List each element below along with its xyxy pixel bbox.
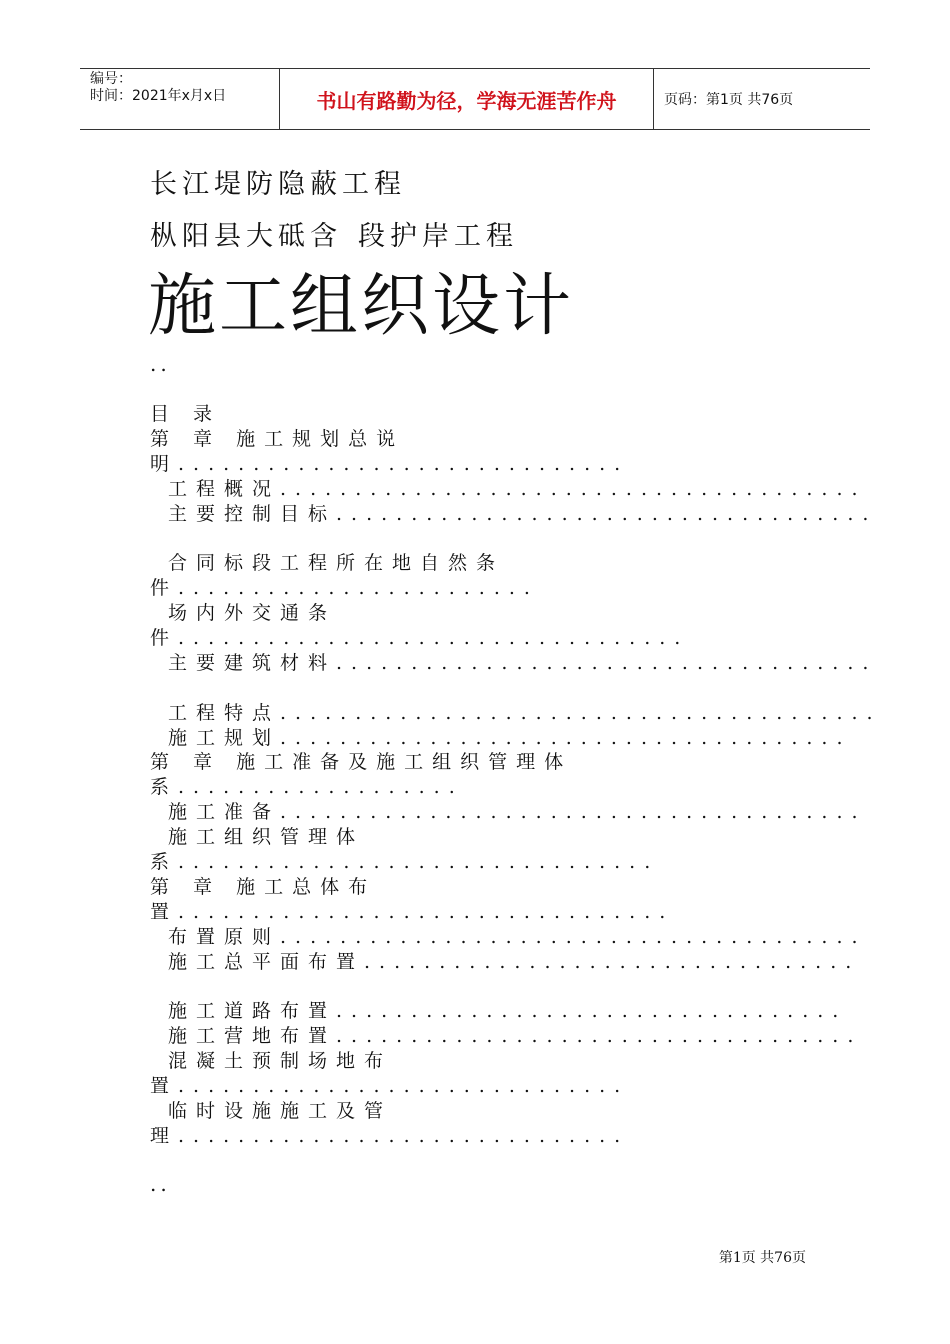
time-label: 时间：2021年x月x日 (90, 88, 227, 104)
dots-top: .. (150, 352, 171, 376)
toc-line: 第 章 施工规划总说 (150, 427, 405, 450)
toc-line: 布置原则....................................... (168, 925, 867, 948)
toc-line: 施工道路布置.................................. (168, 1000, 848, 1023)
toc-line: 施工总平面布置................................. (168, 950, 861, 973)
title-line-2 (150, 214, 518, 253)
toc-line: 第 章 施工总体布 (150, 875, 377, 898)
toc-line: 件........................ (150, 577, 539, 600)
title-line-2-part-a: 枞阳县大砥含 (150, 221, 342, 252)
header-table (80, 68, 870, 130)
number-label: 编号： (90, 71, 132, 87)
title-line-1: 长江堤防隐蔽工程 (150, 169, 406, 200)
toc-line: 置................................. (150, 900, 675, 923)
toc-line: 主要建筑材料.................................... (168, 651, 878, 674)
toc-line (150, 676, 850, 701)
toc-line: 施工营地布置................................... (168, 1025, 863, 1048)
header-page-info: 页码：第1页 共76页 (664, 92, 794, 108)
toc-line (150, 974, 850, 999)
page-footer: 第1页 共76页 (718, 1250, 806, 1266)
main-title: 施工组织设计 (148, 267, 575, 346)
toc-line: 工程概况....................................... (168, 477, 867, 500)
toc-line: 主要控制目标.................................... (168, 502, 878, 525)
toc-line: 件.................................. (150, 627, 690, 650)
toc-line: 置.............................. (150, 1075, 630, 1098)
header-motto: 书山有路勤为径，学海无涯苦作舟 (280, 69, 654, 129)
toc-line: 工程特点........................................ (168, 701, 882, 724)
toc-line: 合同标段工程所在地自然条 (168, 552, 505, 575)
dots-bottom: .. (150, 1172, 171, 1196)
table-of-contents (150, 402, 882, 1149)
toc-line: 混凝土预制场地布 (168, 1050, 393, 1073)
toc-line: 明.............................. (150, 452, 630, 475)
toc-line: 系................... (150, 776, 464, 799)
toc-line: 系................................ (150, 851, 660, 874)
toc-line: 场内外交通条 (168, 602, 337, 625)
toc-line: 施工准备....................................... (168, 801, 867, 824)
toc-line: 第 章 施工准备及施工组织管理体 (150, 751, 573, 774)
toc-line: 施工组织管理体 (168, 826, 365, 849)
toc-line: 理.............................. (150, 1124, 630, 1147)
header-meta (80, 69, 280, 129)
toc-line (150, 526, 850, 551)
toc-line: 临时设施施工及管 (168, 1099, 393, 1122)
toc-line: 目 录 (150, 403, 222, 425)
title-line-2-part-b: 段护岸工程 (358, 221, 518, 252)
toc-line: 施工规划...................................... (168, 726, 852, 749)
